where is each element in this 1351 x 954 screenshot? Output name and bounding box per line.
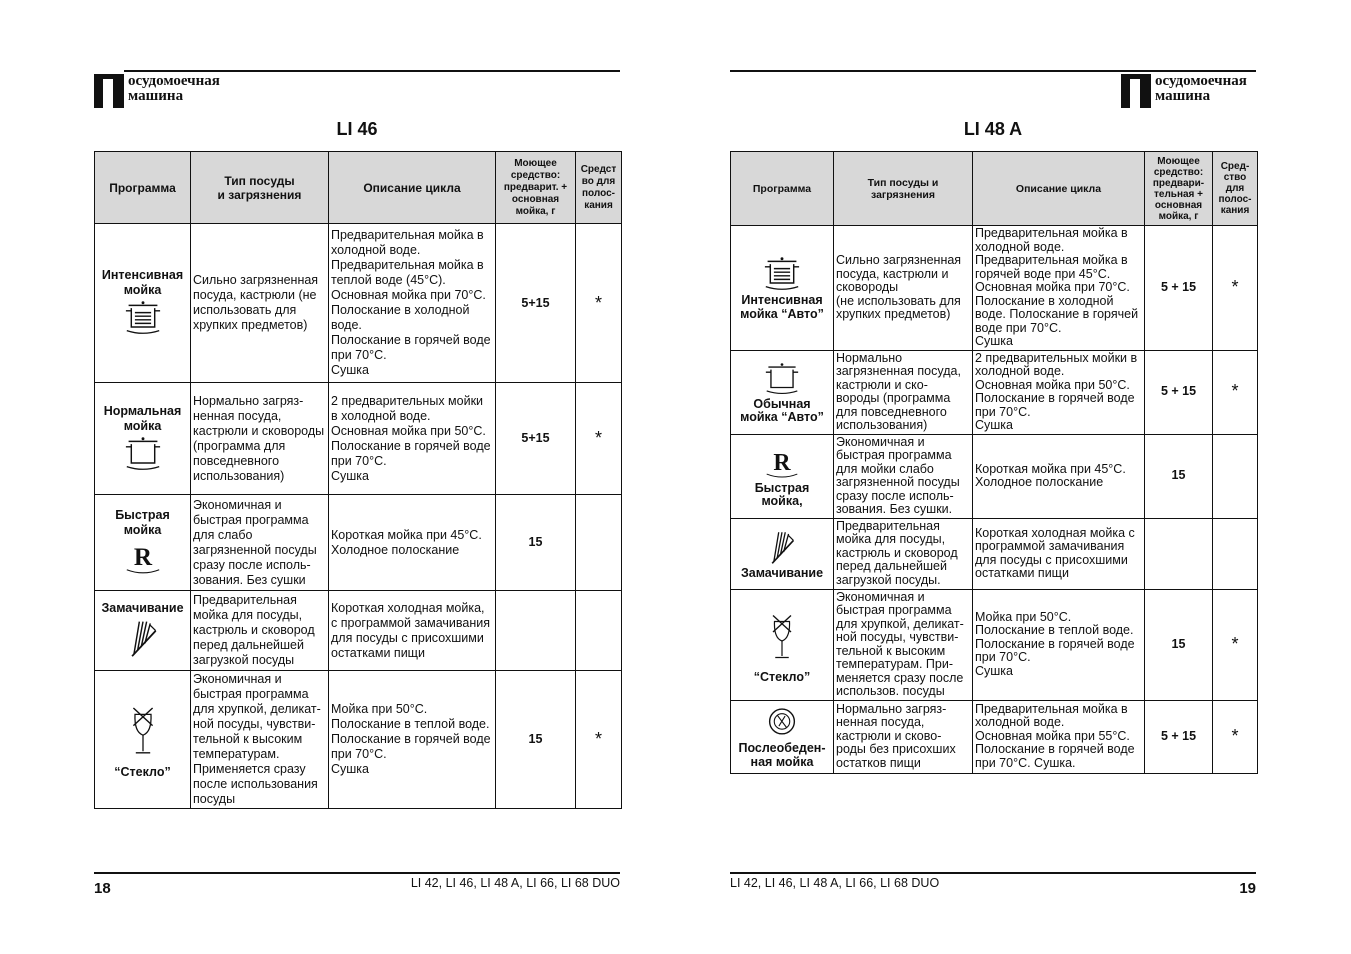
- table-row: [731, 350, 1258, 434]
- intensive-pot-icon: [123, 300, 163, 336]
- program-name: Интенсивная мойка: [101, 268, 184, 297]
- detergent-cell: 15: [496, 495, 576, 591]
- dishes-cell: Сильно загрязненная посуда, кастрюли (не использовать для хрупких предметов): [191, 224, 329, 383]
- table-row: [95, 591, 622, 671]
- dishes-cell: Предварительная мойка для посуды, кастрюль и сковород перед дальнейшей загрузкой посуды: [191, 591, 329, 671]
- cycle-cell: Короткая холодная мойка с программой замачивания для посуды с присохшими остатками пищи: [973, 518, 1145, 589]
- program-cell: [731, 518, 834, 589]
- col-rinse: Сред-ство для полос-кания: [1213, 152, 1258, 226]
- detergent-cell: [1145, 518, 1213, 589]
- program-name: “Стекло”: [114, 765, 171, 779]
- dishes-cell: Нормально загряз-ненная посуда, кастрюли и сковороды (программа для повседневного использования): [191, 383, 329, 495]
- rinse-cell: *: [1213, 700, 1258, 773]
- soak-icon: [123, 618, 163, 658]
- program-cell: [95, 591, 191, 671]
- table-header: [95, 152, 622, 224]
- program-name: Замачивание: [740, 565, 824, 580]
- program-cell: [95, 224, 191, 383]
- glass-icon: [127, 701, 159, 763]
- page-number: 18: [94, 880, 111, 897]
- cycle-cell: Короткая мойка при 45°С. Холодное полоскание: [973, 434, 1145, 518]
- table-row: [95, 495, 622, 591]
- table-row: [731, 434, 1258, 518]
- logo-line1: осудомоечная: [128, 73, 220, 89]
- brand-logo: [94, 74, 220, 108]
- quick-r-icon: [123, 540, 163, 576]
- col-program: Программа: [731, 152, 834, 226]
- table-row: [95, 224, 622, 383]
- brand-logo: [1121, 74, 1247, 108]
- program-name: Обычная мойка “Авто”: [740, 396, 824, 424]
- dishes-cell: Экономичная и быстрая программа для слабо загрязненной посуды сразу после исполь-зования. Без сушки: [191, 495, 329, 591]
- dishes-cell: Экономичная и быстрая программа для хрупкой, деликат-ной посуды, чувстви-тельной к высоким температурам. Применяется сразу после использования посуды: [191, 671, 329, 809]
- table-row: [731, 226, 1258, 351]
- cycle-cell: Предварительная мойка в холодной воде. Основная мойка при 55°С. Полоскание в горячей воде при 70°С. Сушка.: [973, 700, 1145, 773]
- table-row: [731, 700, 1258, 773]
- rinse-cell: [1213, 518, 1258, 589]
- cycle-cell: Предварительная мойка в холодной воде. Предварительная мойка в теплой воде (45°С). Основная мойка при 70°С. Полоскание в холодной воде. Полоскание в горячей воде при 70°С. Сушка: [329, 224, 496, 383]
- rinse-cell: [1213, 434, 1258, 518]
- rinse-cell: [576, 495, 622, 591]
- footer-rule: [94, 872, 620, 874]
- after-dinner-plate-icon: [764, 706, 800, 740]
- col-dishes: Тип посуды и загрязнения: [834, 152, 973, 226]
- dishes-cell: Экономичная и быстрая программа для мойки слабо загрязненной посуды сразу после исполь-зования. Без сушки.: [834, 434, 973, 518]
- table-row: [95, 671, 622, 809]
- footer-models: LI 42, LI 46, LI 48 A, LI 66, LI 68 DUO: [410, 876, 620, 890]
- dishes-cell: Сильно загрязненная посуда, кастрюли и сковороды (не использовать для хрупких предметов): [834, 226, 973, 351]
- normal-pot-icon: [123, 436, 163, 472]
- header-rule: [124, 70, 620, 72]
- quick-r-icon: [762, 446, 802, 480]
- glass-icon: [767, 607, 797, 669]
- logo-text: [128, 74, 220, 104]
- rinse-cell: *: [1213, 589, 1258, 700]
- detergent-cell: 15: [496, 671, 576, 809]
- program-cell: [95, 495, 191, 591]
- dishes-cell: Нормально загряз-ненная посуда, кастрюли и сково-роды без присохших остатков пищи: [834, 700, 973, 773]
- dishes-cell: Предварительная мойка для посуды, кастрюль и сковород перед дальнейшей загрузкой посуды.: [834, 518, 973, 589]
- cycle-cell: Предварительная мойка в холодной воде. Предварительная мойка в горячей воде при 45°С. Основная мойка при 70°С. Полоскание в холодной воде. Полоскание в горячей воде при 70°С. Сушка: [973, 226, 1145, 351]
- col-program: Программа: [95, 152, 191, 224]
- logo-line2: машина: [1155, 88, 1211, 104]
- cycle-cell: Мойка при 50°С. Полоскание в теплой воде. Полоскание в горячей воде при 70°С. Сушка: [973, 589, 1145, 700]
- program-name: Интенсивная мойка “Авто”: [740, 293, 824, 321]
- col-cycle: Описание цикла: [973, 152, 1145, 226]
- rinse-cell: *: [1213, 226, 1258, 351]
- rinse-cell: *: [1213, 350, 1258, 434]
- col-rinse: Средст во для полос-кания: [576, 152, 622, 224]
- table-header: [731, 152, 1258, 226]
- detergent-cell: 5 + 15: [1145, 700, 1213, 773]
- detergent-cell: 15: [1145, 434, 1213, 518]
- logo-mark-icon: [1121, 74, 1151, 108]
- logo-line1: осудомоечная: [1155, 73, 1247, 89]
- logo-line2: машина: [128, 88, 184, 104]
- intensive-pot-icon: [762, 256, 802, 292]
- rinse-cell: *: [576, 671, 622, 809]
- dishes-cell: Экономичная и быстрая программа для хрупкой, деликат-ной посуды, чувстви-тельной к высоким температурам. При-меняется сразу после использов. посуды: [834, 589, 973, 700]
- cycle-cell: Короткая мойка при 45°С. Холодное полоскание: [329, 495, 496, 591]
- model-title: LI 48 A: [963, 119, 1023, 139]
- program-cell: [731, 700, 834, 773]
- program-cell: [95, 671, 191, 809]
- col-detergent: Моющее средство: предвари-тельная + основная мойка, г: [1145, 152, 1213, 226]
- header-rule: [730, 70, 1256, 72]
- table-row: [731, 518, 1258, 589]
- right-page: [676, 0, 1351, 954]
- normal-pot-icon: [762, 362, 802, 396]
- detergent-cell: 15: [1145, 589, 1213, 700]
- rinse-cell: *: [576, 224, 622, 383]
- rinse-cell: *: [576, 383, 622, 495]
- logo-mark-icon: [94, 74, 124, 108]
- program-table-li48a: [730, 151, 1258, 774]
- soak-icon: [764, 529, 800, 565]
- detergent-cell: 5 + 15: [1145, 226, 1213, 351]
- program-name: “Стекло”: [753, 669, 811, 684]
- program-name: Послеобеден-ная мойка: [738, 741, 826, 769]
- program-name: Замачивание: [101, 601, 184, 615]
- logo-text: [1155, 74, 1247, 104]
- program-name: Быстрая мойка: [115, 507, 170, 537]
- col-cycle: Описание цикла: [329, 152, 496, 224]
- cycle-cell: Мойка при 50°С. Полоскание в теплой воде. Полоскание в горячей воде при 70°С. Сушка: [329, 671, 496, 809]
- program-cell: [731, 350, 834, 434]
- col-detergent: Моющее средство: предварит. + основная мойка, г: [496, 152, 576, 224]
- dishes-cell: Нормально загрязненная посуда, кастрюли и ско-вороды (программа для повседневного использования): [834, 350, 973, 434]
- detergent-cell: 5 + 15: [1145, 350, 1213, 434]
- detergent-cell: 5+15: [496, 383, 576, 495]
- program-cell: [95, 383, 191, 495]
- program-table-li46: [94, 151, 622, 809]
- program-cell: [731, 434, 834, 518]
- table-row: [731, 589, 1258, 700]
- program-cell: [731, 226, 834, 351]
- rinse-cell: [576, 591, 622, 671]
- program-cell: [731, 589, 834, 700]
- table-row: [95, 383, 622, 495]
- program-name: Быстрая мойка,: [754, 480, 810, 508]
- footer-rule: [730, 872, 1256, 874]
- detergent-cell: [496, 591, 576, 671]
- page-number: 19: [1239, 880, 1256, 897]
- detergent-cell: 5+15: [496, 224, 576, 383]
- cycle-cell: Короткая холодная мойка, с программой замачивания для посуды с присохшими остатками пищи: [329, 591, 496, 671]
- model-title: LI 46: [336, 119, 378, 139]
- cycle-cell: 2 предварительных мойки в холодной воде. Основная мойка при 50°С. Полоскание в горячей воде при 70°С. Сушка: [329, 383, 496, 495]
- footer-models: LI 42, LI 46, LI 48 A, LI 66, LI 68 DUO: [730, 876, 940, 890]
- col-dishes: Тип посуды и загрязнения: [191, 152, 329, 224]
- cycle-cell: 2 предварительных мойки в холодной воде. Основная мойка при 50°С. Полоскание в горячей воде при 70°С. Сушка: [973, 350, 1145, 434]
- program-name: Нормальная мойка: [103, 403, 182, 433]
